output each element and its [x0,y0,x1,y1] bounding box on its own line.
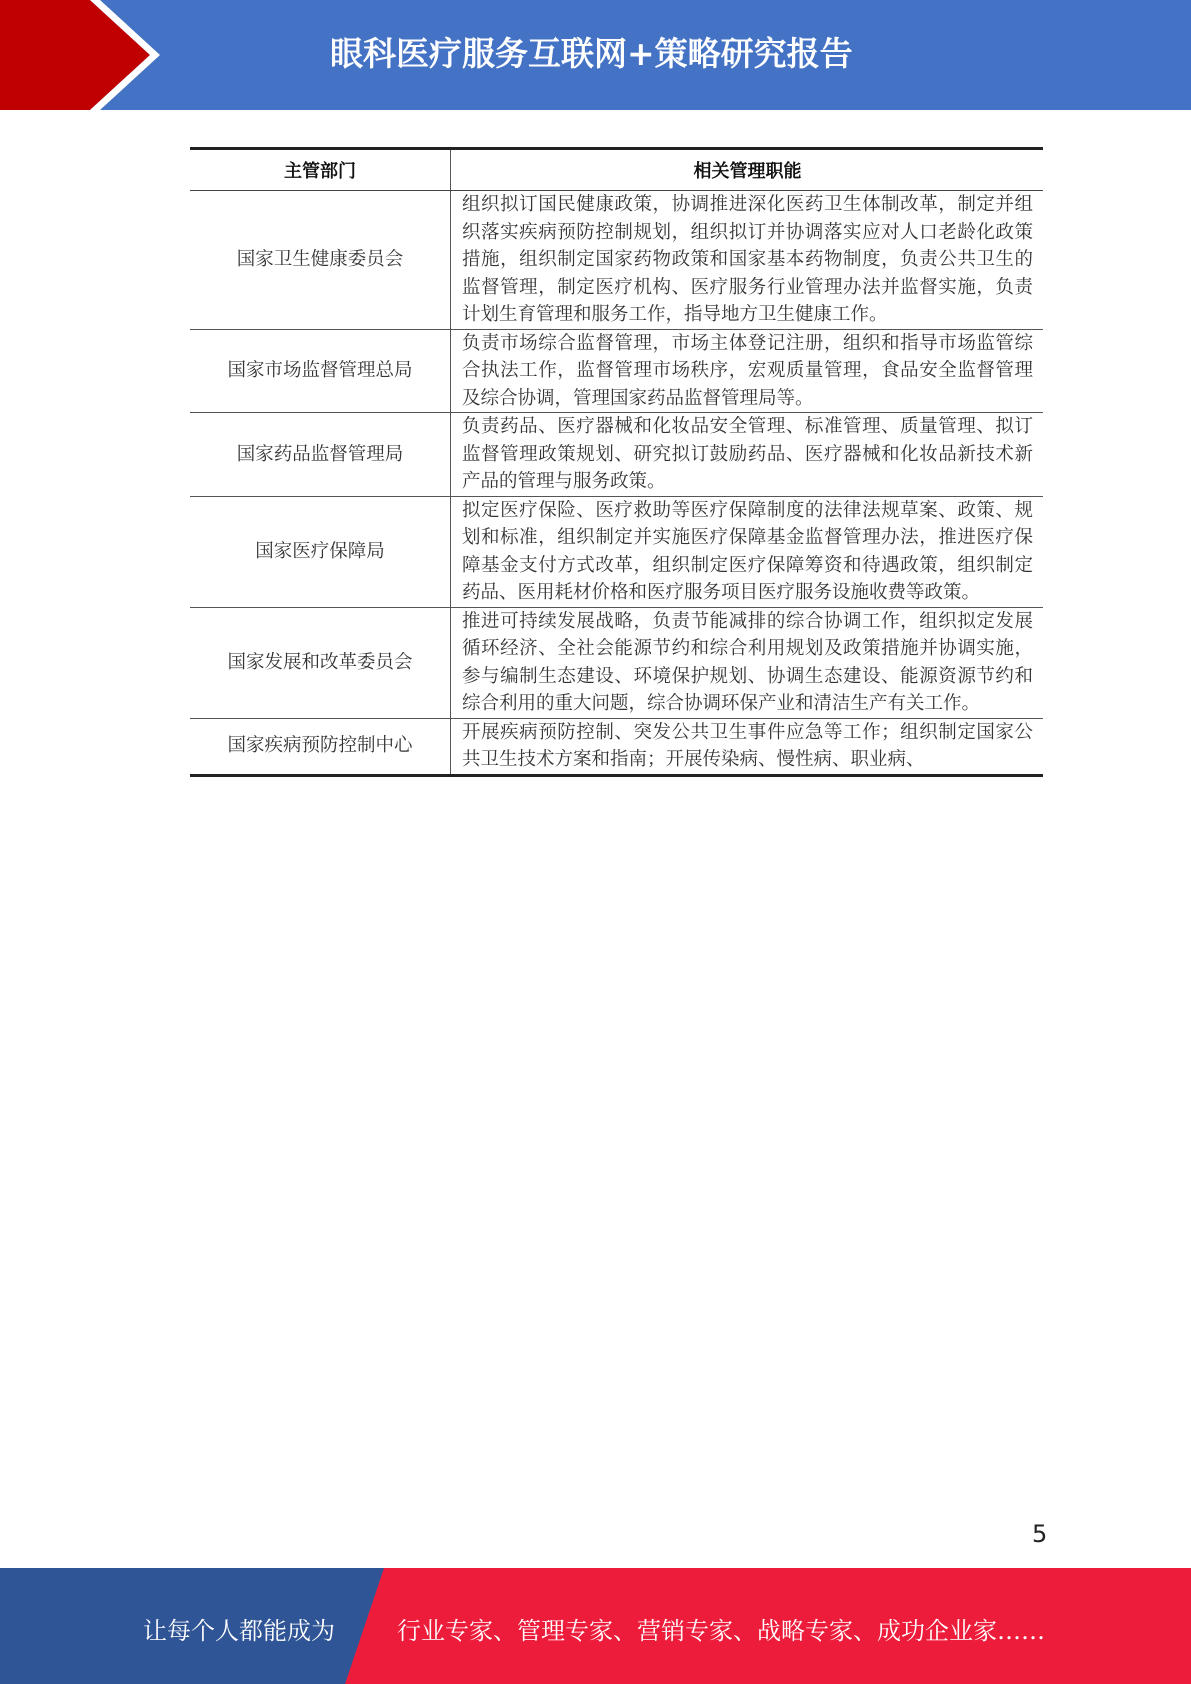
table-row [190,191,1043,330]
functions-cell: 推进可持续发展战略，负责节能减排的综合协调工作，组织拟定发展循环经济、全社会能源节约和综合利用规划及政策措施并协调实施，参与编制生态建设、环境保护规划、协调生态建设、能源资源节约和综合利用的重大问题，综合协调环保产业和清洁生产有关工作。 [451,607,1044,718]
footer-slogan-right: 行业专家、管理专家、营销专家、战略专家、成功企业家…… [397,1617,1045,1645]
department-cell: 国家疾病预防控制中心 [190,718,451,775]
table-row [190,496,1043,607]
department-cell: 国家市场监督管理总局 [190,329,451,413]
functions-cell: 拟定医疗保险、医疗救助等医疗保障制度的法律法规草案、政策、规划和标准，组织制定并实施医疗保障基金监督管理办法，推进医疗保障基金支付方式改革，组织制定医疗保障筹资和待遇政策，组织制定药品、医用耗材价格和医疗服务项目医疗服务设施收费等政策。 [451,496,1044,607]
table-header-row [190,149,1043,191]
functions-cell: 开展疾病预防控制、突发公共卫生事件应急等工作；组织制定国家公共卫生技术方案和指南；开展传染病、慢性病、职业病、 [451,718,1044,775]
table-row [190,607,1043,718]
functions-cell: 组织拟订国民健康政策，协调推进深化医药卫生体制改革，制定并组织落实疾病预防控制规划，组织拟订并协调落实应对人口老龄化政策措施，组织制定国家药物政策和国家基本药物制度，负责公共卫生的监督管理，制定医疗机构、医疗服务行业管理办法并监督实施，负责计划生育管理和服务工作，指导地方卫生健康工作。 [451,191,1044,330]
functions-cell: 负责市场综合监督管理，市场主体登记注册，组织和指导市场监管综合执法工作，监督管理市场秩序，宏观质量管理，食品安全监督管理及综合协调，管理国家药品监督管理局等。 [451,329,1044,413]
page-header [0,0,1191,110]
table-row [190,329,1043,413]
department-cell: 国家卫生健康委员会 [190,191,451,330]
table-row [190,718,1043,775]
page-footer [0,1568,1191,1684]
department-cell: 国家药品监督管理局 [190,413,451,497]
page-number: 5 [1032,1520,1048,1548]
department-cell: 国家医疗保障局 [190,496,451,607]
functions-table [190,147,1043,777]
report-title: 眼科医疗服务互联网+策略研究报告 [330,34,853,73]
footer-slogan-left: 让每个人都能成为 [143,1617,335,1645]
functions-table-container [190,147,1043,777]
functions-cell: 负责药品、医疗器械和化妆品安全管理、标准管理、质量管理、拟订监督管理政策规划、研究拟订鼓励药品、医疗器械和化妆品新技术新产品的管理与服务政策。 [451,413,1044,497]
header-functions: 相关管理职能 [451,149,1044,191]
header-department: 主管部门 [190,149,451,191]
table-row [190,413,1043,497]
department-cell: 国家发展和改革委员会 [190,607,451,718]
